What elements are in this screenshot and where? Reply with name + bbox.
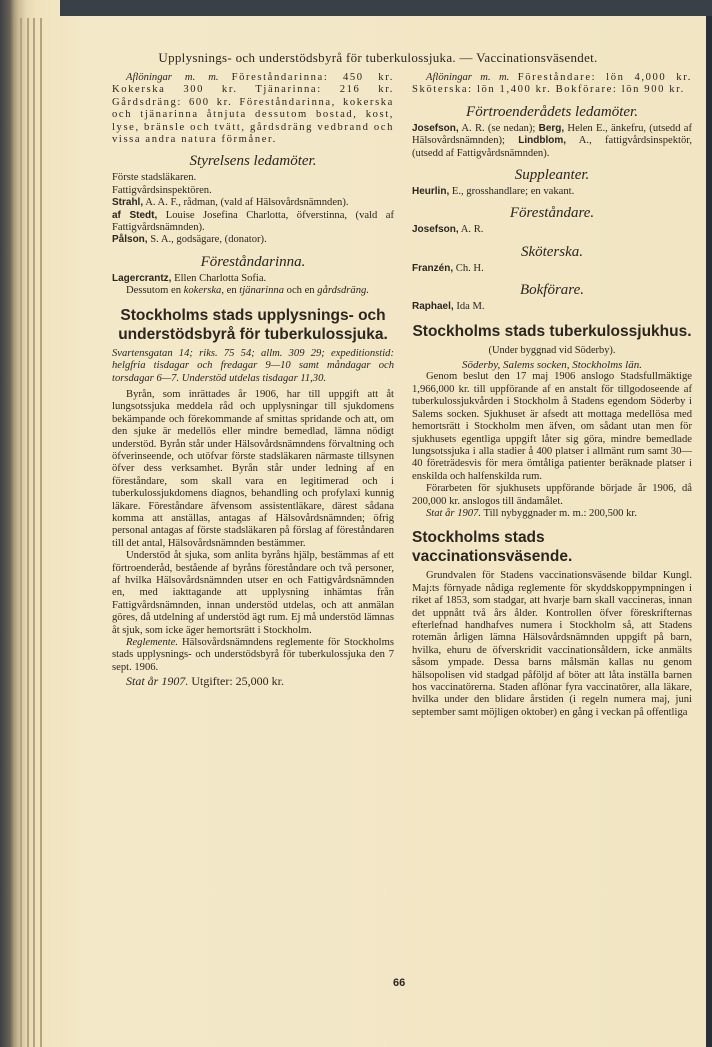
board-member: af Stedt, Louise Josefina Charlotta, öfverstinna, (vald af Fattigvårdsnämnden).	[112, 209, 395, 234]
vaccination-paragraph: Grundvalen för Stadens vaccinationsväsende bildar Kungl. Maj:ts förnyade nådiga reglemente för skyddskoppympningen i riket af 1853, som stadgar, att hvarje barn skall vaccineras, innan det uppnått två års ålder. Kontrollen öfver föreskrifternas efterlefnad handhafves numera i Stockholm så, att Stadens rotemän årligen lämna Hälsovårdsnämnden uppgift på barn, hvilka, ehuru de öfverskridit vaccinationsåldern, icke anmälts såsom ympade. Dessa barns målsmän kallas nu genom hälsopolisen vid stadgad påföljd af böter att låta instälIa barnen hos vaccinatörerna. Staden aflönar fyra vaccinatörer, alla läkare, hvilka under den blidare årstiden (i regeln numera maj, juni september samt möjligen oktober) en gång i veckan på offentliga	[412, 570, 692, 718]
board-member: Strahl, A. A. F., rådman, (vald af Hälsovårdsnämnden).	[112, 197, 349, 209]
director-entry: Josefson, A. R.	[412, 224, 484, 236]
page-edge	[33, 18, 35, 1047]
deputy-entry: Heurlin, E., grosshandlare; en vakant.	[412, 186, 575, 198]
council-heading: Förtroenderådets ledamöter.	[466, 103, 638, 120]
nurse-heading: Sköterska.	[520, 243, 584, 260]
scanner-frame	[0, 0, 712, 16]
left-column	[112, 72, 394, 689]
matron-heading: Föreståndarinna.	[200, 253, 306, 270]
hospital-location: Söderby, Salems socken, Stockholms län.	[462, 359, 642, 372]
board-member: Pålson, S. A., godsägare, (donator).	[112, 234, 267, 246]
salaries-paragraph: Aflöningar m. m. Föreståndarinna: 450 kr. Kokerska 300 kr. Tjänarinna: 216 kr. Gårdsdräng: 600 kr. Föreståndarinna, kokerska och tjänarinna åtnjuta dessutom bostad, kost, lyse, bränsle och tvätt, gårdsdräng vedbrand och vissa andra natura förmåner.	[112, 72, 394, 146]
page-edge	[20, 18, 22, 1047]
board-member: Förste stadsläkaren.	[112, 172, 197, 184]
hospital-subtitle: (Under byggnad vid Söderby).	[488, 344, 616, 356]
bureau-budget: Stat år 1907. Utgifter: 25,000 kr.	[126, 674, 284, 689]
salaries-paragraph: Aflöningar m. m. Föreståndare: lön 4,000 kr. Sköterska: lön 1,400 kr. Bokförare: lön 900 kr.	[412, 72, 692, 96]
bookkeeper-heading: Bokförare.	[519, 282, 584, 299]
bureau-paragraph: Byrån, som inrättades år 1906, har till uppgift att åt lungsotssjuka meddela råd och upplysningar till sjukdomens bekämpande och förekommande af smittas spridande och att, om den sjuke är medellös eller mindre bemedlad, lämna nödigt understöd. Byrån står under Hälsovårdsnämndens förvaltning och öfverinseende, och utöfvar förste stadsläkaren närmaste tillsynen öfver dess verksamhet. Byrån står under ledning af en föreståndare, som skall vara en legitimerad och i tuberkulossjukdomens diagnos, behandling och profylaxi kunnig läkare. Föreståndare äfvensom assistentläkare, därest sådana komma att anställas, antagas af Hälsovårdsnämnden; öfrig personal antagas af förste stadsläkaren på förslag af föreståndaren till det antal, Hälsovårdsnämnden bestämmer.	[112, 388, 394, 549]
deputies-heading: Suppleanter.	[514, 167, 590, 184]
book-binding	[0, 0, 60, 1047]
bureau-address: Svartensgatan 14; riks. 75 54; allm. 309 29; expeditionstid: helgfria tisdagar och fredagar 9—10 samt måndagar och torsdagar 6—7. Understöd utdelas tisdagar 11,30.	[112, 347, 394, 384]
running-header: Upplysnings- och understödsbyrå för tuberkulossjuka. — Vaccinationsväsendet.	[158, 50, 598, 65]
staff-note: Dessutom en kokerska, en tjänarinna och en gårdsdräng.	[126, 285, 369, 297]
page-edge	[40, 18, 42, 1047]
board-member: Fattigvårdsinspektören.	[112, 184, 212, 196]
bookkeeper-entry: Raphael, Ida M.	[412, 301, 485, 313]
page-edge	[14, 18, 16, 1047]
bureau-heading: Stockholms stads upplysnings- och understödsbyrå för tuberkulossjuka.	[118, 306, 388, 343]
vaccination-heading: Stockholms stads vaccinationsväsende.	[412, 529, 573, 566]
nurse-entry: Franzén, Ch. H.	[412, 262, 484, 274]
director-heading: Föreståndare.	[509, 205, 595, 222]
page-edge	[27, 18, 29, 1047]
hospital-budget: Stat år 1907. Till nybyggnader m. m.: 200,500 kr.	[426, 507, 638, 519]
board-heading: Styrelsens ledamöter.	[189, 153, 317, 170]
hospital-paragraph: Genom beslut den 17 maj 1906 anslogo Stadsfullmäktige 1,966,000 kr. till uppförande af en anstalt för tillgodoseende af tuberkulossjukvården i Stockholm å Stadens egendom Söderby i Salems socken. Sjukhuset är afsedt att mottaga medellösa med hemortsrätt i Stockholm men äfven, om sådant utan men för sjukhusets egentliga uppgift låter sig göra, mindre bemedlade lungsotssjuka i alla stadier å 400 platser i allmänt rum samt 30—40 företrädesvis för mera ömtåliga patienter beräknade platser i enskilda och halfenskilda rum.	[412, 371, 692, 482]
bureau-paragraph: Understöd åt sjuka, som anlita byråns hjälp, bestämmas af ett förtroenderåd, bestående af byråns föreståndare och två personer, af hvilka Hälsovårdsnämnden utser en och Fattigvårdsnämnden en, med iakttagande att upplysning inhämtas från Fattigvårdsnämnden, innan understöd utdelas, och att anmälan göres, då utdelning af understöd ägt rum. Ej må understöd lämnas åt sjuk, som icke äger hemortsrätt i Stockholm.	[112, 550, 394, 636]
matron-entry: Lagercrantz, Ellen Charlotta Sofia.	[112, 272, 267, 284]
hospital-heading: Stockholms stads tuberkulossjukhus.	[412, 322, 692, 340]
bureau-regulation: Reglemente. Hälsovårdsnämndens reglemente för Stockholms stads upplysnings- och understödsbyrå för tuberkulossjuka den 7 sept. 1906.	[112, 637, 394, 673]
hospital-paragraph: Förarbeten för sjukhusets uppförande började år 1906, då 200,000 kr. anslogos till ändamålet.	[412, 483, 692, 507]
council-members: Josefson, A. R. (se nedan); Berg, Helen E., änkefru, (utsedd af Hälsovårdsnämnden); Lindblom, A., fattigvårdsinspektör, (utsedd af Fattigvårdsnämnden).	[412, 122, 692, 159]
page-number: 66	[393, 977, 406, 989]
right-column	[412, 72, 692, 719]
